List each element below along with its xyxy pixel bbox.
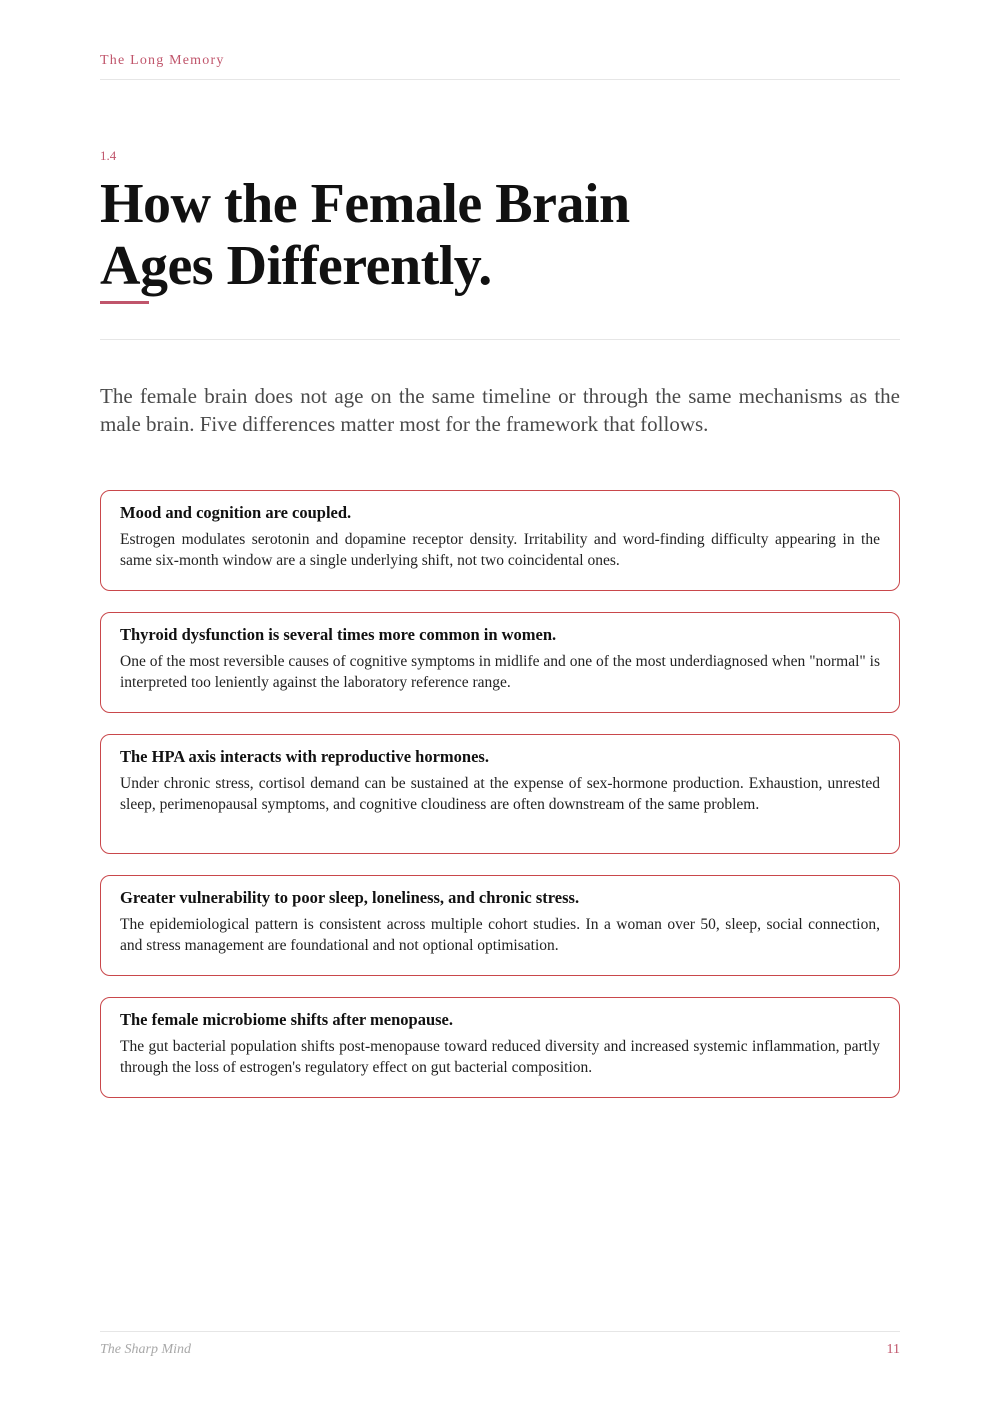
section-number: 1.4 bbox=[100, 148, 117, 163]
card-body: Under chronic stress, cortisol demand can be sustained at the expense of sex-hormone production. Exhaustion, unrested sleep, perimenopausal symptoms, and cognitive cloudiness are often downstream of the same problem. bbox=[120, 775, 880, 813]
difference-card bbox=[100, 875, 900, 976]
card-title: The female microbiome shifts after menopause. bbox=[120, 1010, 454, 1029]
card-body: The gut bacterial population shifts post-menopause toward reduced diversity and increased systemic inflammation, partly through the loss of estrogen's regulatory effect on gut bacterial composition. bbox=[120, 1038, 880, 1076]
difference-card bbox=[100, 490, 900, 591]
footer-book-title: The Sharp Mind bbox=[100, 1342, 191, 1357]
card-title: Mood and cognition are coupled. bbox=[120, 503, 352, 522]
title-accent-bar bbox=[100, 301, 149, 304]
header-divider bbox=[100, 79, 900, 80]
difference-card bbox=[100, 612, 900, 713]
section-title-line-2: Ages Differently. bbox=[100, 235, 492, 297]
card-title: Greater vulnerability to poor sleep, loneliness, and chronic stress. bbox=[120, 888, 580, 907]
card-body: Estrogen modulates serotonin and dopamine receptor density. Irritability and word-finding difficulty appearing in the same six-month window are a single underlying shift, not two coincidental ones. bbox=[120, 531, 880, 569]
intro-paragraph: The female brain does not age on the same timeline or through the same mechanisms as the male brain. Five differences matter most for the framework that follows. bbox=[100, 384, 900, 436]
running-header-title: The Long Memory bbox=[100, 53, 225, 68]
card-title: Thyroid dysfunction is several times more common in women. bbox=[120, 625, 557, 644]
footer-divider bbox=[100, 1331, 900, 1332]
section-title-line-1: How the Female Brain bbox=[100, 173, 630, 235]
card-body: One of the most reversible causes of cognitive symptoms in midlife and one of the most underdiagnosed when "normal" is interpreted too leniently against the laboratory reference range. bbox=[120, 653, 880, 691]
section-title bbox=[100, 173, 630, 297]
page-number: 11 bbox=[886, 1342, 900, 1357]
title-divider bbox=[100, 339, 900, 340]
difference-card bbox=[100, 997, 900, 1098]
difference-card bbox=[100, 734, 900, 854]
card-body: The epidemiological pattern is consistent across multiple cohort studies. In a woman over 50, sleep, social connection, and stress management are foundational and not optional optimisation. bbox=[120, 916, 880, 954]
card-title: The HPA axis interacts with reproductive hormones. bbox=[120, 747, 489, 766]
